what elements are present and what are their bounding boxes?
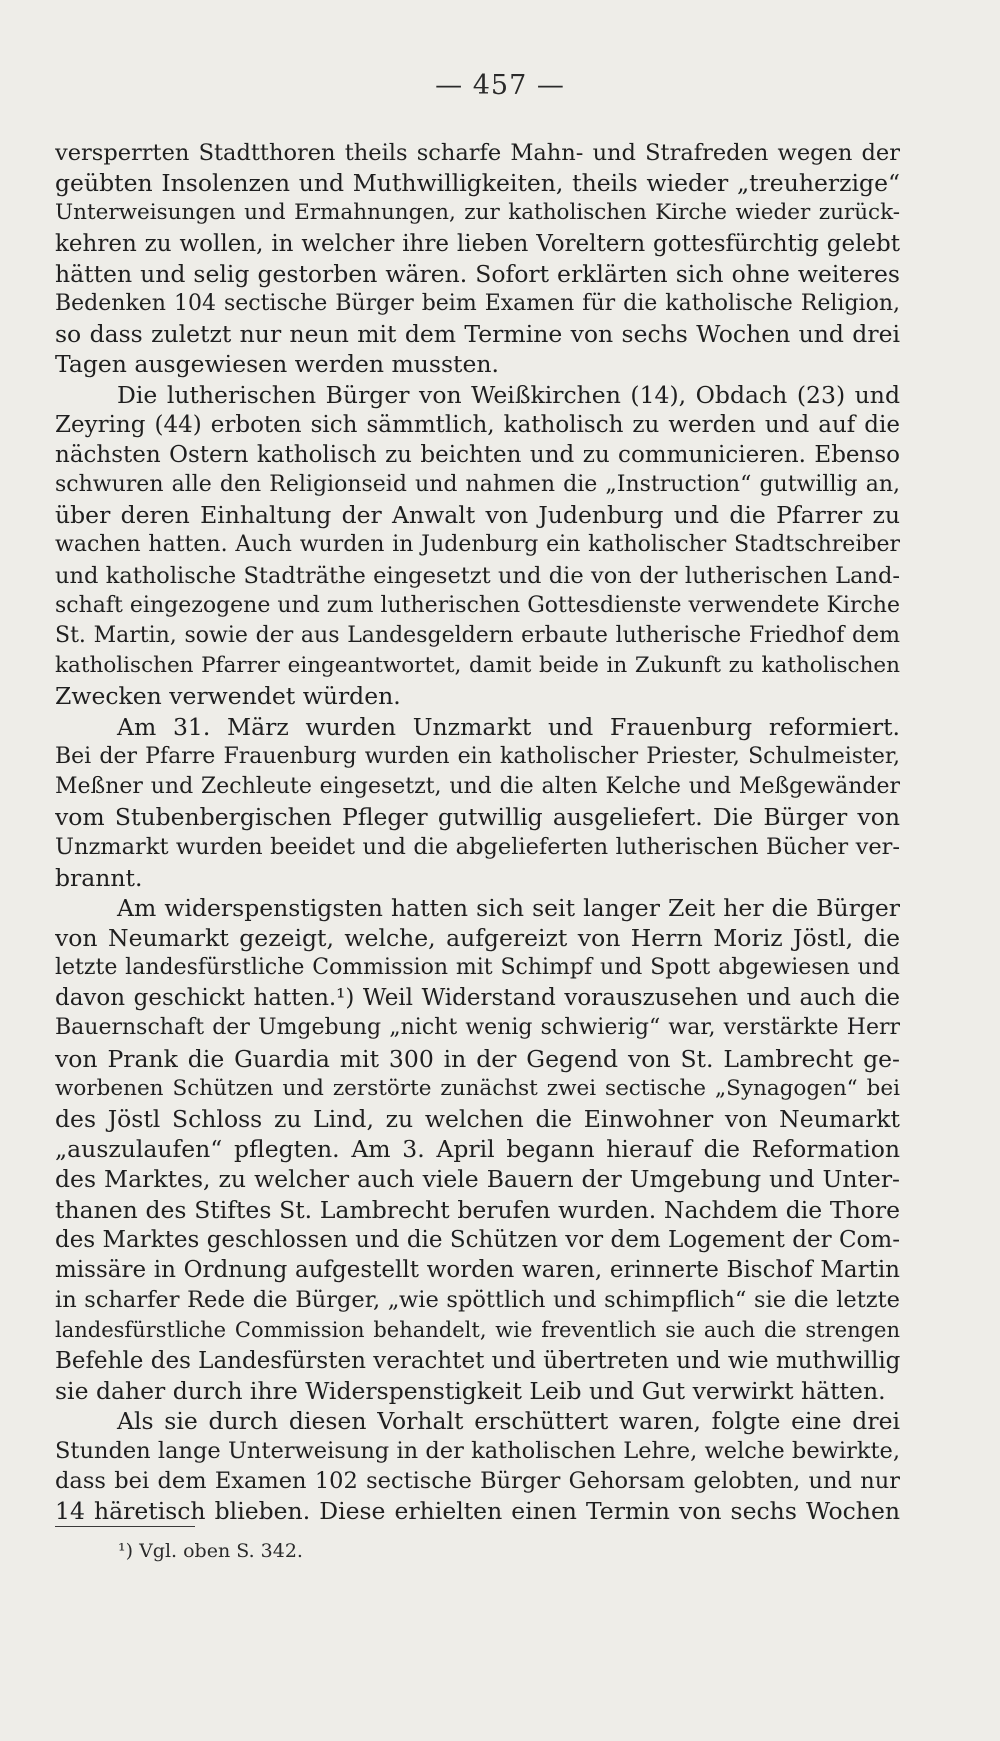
text-line: des Marktes, zu welcher auch viele Bauern der Umgebung und Unter- (55, 1165, 900, 1194)
text-line: Als sie durch diesen Vorhalt erschüttert waren, folgte eine drei (117, 1406, 900, 1435)
footnote-divider (55, 1526, 195, 1527)
text-line: thanen des Stiftes St. Lambrecht berufen wurden. Nachdem die Thore (55, 1195, 900, 1224)
text-line: von Neumarkt gezeigt, welche, aufgereizt von Herrn Moriz Jöstl, die (55, 923, 900, 952)
text-line: Zwecken verwendet würden. (55, 682, 401, 711)
text-line: wachen hatten. Auch wurden in Judenburg ein katholischer Stadtschreiber (55, 532, 900, 558)
text-line: des Marktes geschlossen und die Schützen vor dem Logement der Com- (55, 1226, 900, 1253)
text-line: dass bei dem Examen 102 sectische Bürger Gehorsam gelobten, und nur (55, 1468, 900, 1495)
text-line: Am 31. März wurden Unzmarkt und Frauenburg reformiert. (117, 712, 900, 741)
text-line: Bei der Pfarre Frauenburg wurden ein katholischer Priester, Schulmeister, (55, 743, 900, 769)
text-line: landesfürstliche Commission behandelt, wie freventlich sie auch die strengen (55, 1318, 900, 1343)
text-line: so dass zuletzt nur neun mit dem Termine von sechs Wochen und drei (55, 320, 900, 349)
text-line: Die lutherischen Bürger von Weißkirchen (14), Obdach (23) und (117, 380, 900, 409)
page-number: — 457 — (435, 70, 565, 101)
text-line: sie daher durch ihre Widerspenstigkeit Leib und Gut verwirkt hätten. (55, 1376, 886, 1405)
text-line: in scharfer Rede die Bürger, „wie spöttlich und schimpflich“ sie die letzte (55, 1287, 900, 1314)
text-line: Am widerspenstigsten hatten sich seit langer Zeit her die Bürger (117, 893, 900, 922)
text-line: Unzmarkt wurden beeidet und die abgelieferten lutherischen Bücher ver- (55, 834, 900, 861)
text-line: von Prank die Guardia mit 300 in der Gegend von St. Lambrecht ge- (55, 1044, 900, 1073)
text-line: Befehle des Landesfürsten verachtet und übertreten und wie muthwillig (55, 1347, 900, 1374)
text-line: brannt. (55, 863, 143, 892)
text-line: St. Martin, sowie der aus Landesgeldern erbaute lutherische Friedhof dem (55, 623, 900, 648)
text-line: schaft eingezogene und zum lutherischen Gottesdienste verwendete Kirche (55, 592, 900, 618)
text-line: davon geschickt hatten.¹) Weil Widerstand vorauszusehen und auch die (55, 985, 900, 1012)
text-line: Meßner und Zechleute eingesetzt, und die alten Kelche und Meßgewänder (55, 773, 900, 799)
footnote: ¹) Vgl. oben S. 342. (118, 1540, 303, 1562)
body-text (55, 138, 900, 1527)
text-line: missäre in Ordnung aufgestellt worden waren, erinnerte Bischof Martin (55, 1256, 900, 1283)
text-line: kehren zu wollen, in welcher ihre lieben Voreltern gottesfürchtig gelebt (55, 230, 900, 257)
text-line: Tagen ausgewiesen werden mussten. (55, 350, 499, 379)
text-line: Stunden lange Unterweisung in der katholischen Lehre, welche bewirkte, (55, 1438, 900, 1465)
text-line: über deren Einhaltung der Anwalt von Judenburg und die Pfarrer zu (55, 501, 900, 530)
text-line: 14 häretisch blieben. Diese erhielten einen Termin von sechs Wochen (55, 1497, 900, 1526)
text-line: versperrten Stadtthoren theils scharfe Mahn- und Strafreden wegen der (55, 140, 900, 166)
text-line: Unterweisungen und Ermahnungen, zur katholischen Kirche wieder zurück- (55, 200, 900, 226)
text-line: nächsten Ostern katholisch zu beichten und zu communicieren. Ebenso (55, 441, 900, 468)
text-line: schwuren alle den Religionseid und nahmen die „Instruction“ gutwillig an, (55, 472, 900, 498)
text-line: Bedenken 104 sectische Bürger beim Examen für die katholische Religion, (55, 290, 900, 316)
text-line: und katholische Stadträthe eingesetzt und die von der lutherischen Land- (55, 562, 900, 589)
text-line: „auszulaufen“ pflegten. Am 3. April begann hierauf die Reformation (55, 1135, 900, 1164)
text-line: katholischen Pfarrer eingeantwortet, damit beide in Zukunft zu katholischen (55, 653, 900, 679)
text-line: des Jöstl Schloss zu Lind, zu welchen die Einwohner von Neumarkt (55, 1105, 900, 1133)
text-line: Bauernschaft der Umgebung „nicht wenig schwierig“ war, verstärkte Herr (55, 1015, 900, 1041)
text-line: worbenen Schützen und zerstörte zunächst zwei sectische „Synagogen“ bei (55, 1075, 900, 1101)
text-line: Zeyring (44) erboten sich sämmtlich, katholisch zu werden und auf die (55, 411, 900, 438)
text-line: geübten Insolenzen und Muthwilligkeiten, theils wieder „treuherzige“ (55, 169, 900, 198)
text-line: vom Stubenbergischen Pfleger gutwillig ausgeliefert. Die Bürger von (55, 803, 900, 832)
text-line: hätten und selig gestorben wären. Sofort erklärten sich ohne weiteres (55, 259, 900, 288)
text-line: letzte landesfürstliche Commission mit Schimpf und Spott abgewiesen und (55, 955, 900, 981)
